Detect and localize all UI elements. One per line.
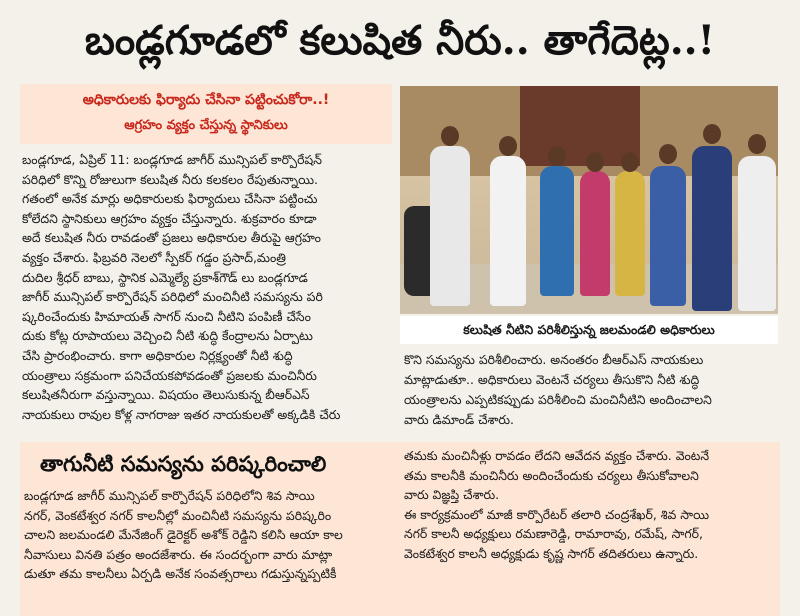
- body-line: నాయకులు రావుల కోళ్ల నాగరాజు ఇతర నాయకులతో అక్కడికి చేరు: [22, 406, 341, 422]
- photo-person: [615, 171, 645, 296]
- photo-person: [738, 156, 776, 311]
- photo-person-head: [499, 136, 517, 156]
- body-line: మాట్లాడుతూ.. అధికారులు వెంటనే చర్యలు తీసుకొని నీటి శుద్ధి: [404, 372, 700, 387]
- body-line: యంత్రాలు సక్రమంగా పనిచేయకపోవడంతో ప్రజలకు మంచినీరు: [22, 367, 317, 383]
- photo-person-head: [548, 146, 566, 166]
- photo-person-head: [703, 124, 721, 144]
- body-line: వారు విజ్ఞప్తి చేశారు.: [404, 487, 500, 503]
- body-line: నీవాసులు వినతి పత్రం అందజేశారు. ఈ సందర్భంగా వారు మాట్లా: [24, 546, 333, 562]
- section-heading: తాగునీటి సమస్యను పరిష్కరించాలి: [40, 452, 327, 476]
- photo-person: [650, 166, 686, 306]
- photo-person-head: [586, 152, 604, 172]
- body-line: దుకు కోట్ల రూపాయలు వెచ్చించి నీటి శుద్ధి కేంద్రాలను ఏర్పాటు: [22, 328, 313, 344]
- body-line: బండ్లగూడ, ఏప్రిల్ 11: బండ్లగూడ జాగీర్ మున్సిపల్ కార్పొరేషన్: [22, 152, 322, 167]
- body-line: ఈ కార్యక్రమంలో మాజీ కార్పొరేటర్ తలారి చంద్రశేఖర్, శివ సాయి: [404, 506, 710, 522]
- photo-person-head: [659, 144, 677, 164]
- news-photo: [400, 86, 778, 314]
- body-line: దుదిల శ్రీధర్ బాబు, స్థానిక ఎమ్మెల్యే ప్రకాశ్‌గౌడ్ లు బండ్లగూడ: [22, 269, 308, 285]
- photo-person: [580, 171, 610, 296]
- body-line: వ్యక్తం చేశారు. ఫిబ్రవరి నెలలో స్పీకర్ గడ్డం ప్రసాద్,మంత్రి: [22, 249, 286, 265]
- body-line: చేసి ప్రారంభించారు. కాగా అధికారుల నిర్లక్ష్యంతో నీటి శుద్ధి: [22, 347, 293, 363]
- subheading-1: అధికారులకు ఫిర్యాదు చేసినా పట్టించుకోరా..!: [82, 92, 330, 108]
- photo-door: [520, 86, 640, 166]
- body-line: ష్కరించేందుకు హిమాయత్ సాగర్ నుంచి నీటిని పంపిణీ చేసేం: [22, 308, 311, 324]
- photo-person: [692, 146, 732, 311]
- body-line: కలుషితనీరుగా వస్తున్నాయి. విషయం తెలుసుకున్న బీఆర్ఎస్: [22, 387, 310, 403]
- body-line: జాగీర్ మున్సిపల్ కార్పొరేషన్ పరిధిలో మంచినీటి సమస్యను పరి: [22, 289, 323, 305]
- photo-person: [540, 166, 574, 296]
- body-line: అదే కలుషిత నీరు రావడంతో ప్రజలు అధికారుల తీరుపై ఆగ్రహం: [22, 230, 321, 246]
- article-body-bottom-right: [404, 446, 776, 602]
- body-line: కొని సమస్యను పరిశీలించారు. అనంతరం బీఆర్ఎస్ నాయకులు: [404, 352, 704, 367]
- body-line: తమ కాలనీకి మంచినీరు అందించేందుకు చర్యలు తీసుకోవాలని: [404, 467, 699, 483]
- photo-caption: కలుషిత నీటిని పరిశీలిస్తున్న జలమండలి అధికారులు: [400, 316, 778, 344]
- body-line: నగర్ కాలనీ అధ్యక్షులు రమణారెడ్డి, రామారావు, రమేష్, సాగర్,: [404, 526, 703, 542]
- body-line: పరిధిలో కొన్ని రోజులుగా కలుషిత నీరు కలకలం రేపుతున్నాయి.: [22, 171, 318, 187]
- photo-person-head: [748, 134, 766, 154]
- subheading-2: ఆగ్రహం వ్యక్తం చేస్తున్న స్థానికులు: [124, 118, 288, 133]
- body-line: నగర్, వెంకటేశ్వర నగర్ కాలనీల్లో మంచినీటి సమస్యను పరిష్కరిం: [24, 507, 332, 523]
- article-body-left: [22, 150, 392, 462]
- photo-person: [490, 156, 526, 306]
- body-line: తమకు మంచినీళ్లు రావడం లేదని ఆవేదన వ్యక్తం చేశారు. వెంటనే: [404, 448, 710, 463]
- body-line: బండ్లగూడ జాగీర్ మున్సిపల్ కార్పొరేషన్ పరిధిలోని శివ సాయి: [24, 488, 315, 503]
- body-line: చాలని జలమండలి మేనేజింగ్ డైరెక్టర్ అశోక్ రెడ్డిని కలిసి ఆయా కాల: [24, 527, 343, 543]
- photo-person-head: [441, 126, 459, 146]
- photo-person-head: [621, 152, 639, 172]
- body-line: వారు డిమాండ్ చేశారు.: [404, 412, 514, 427]
- body-line: డుతూ తమ కాలనీలు ఏర్పడి అనేక సంవత్సరాలు గడుస్తున్నప్పటికీ: [24, 566, 337, 582]
- subheading-box: [20, 84, 392, 144]
- headline: బండ్లగూడలో కలుషిత నీరు.. తాగేదెట్ల..!: [84, 17, 716, 64]
- article-body-bottom-left: [24, 486, 392, 602]
- body-line: యంత్రాలను ఎప్పటికప్పుడు పరిశీలించి మంచినీటిని అందించాలని: [404, 392, 712, 407]
- body-line: వెంకటేశ్వర కాలనీ అధ్యక్షుడు కృష్ణ సాగర్ తదితరులు ఉన్నారు.: [404, 545, 699, 561]
- body-line: కోలేదని స్థానికులు ఆగ్రహం వ్యక్తం చేస్తున్నారు. శుక్రవారం కూడా: [22, 210, 317, 226]
- photo-person: [430, 146, 470, 306]
- article-body-right-top: [404, 350, 776, 436]
- body-line: గతంలో అనేక మార్లు అధికారులకు ఫిర్యాదులు చేసినా పట్టించు: [22, 191, 318, 207]
